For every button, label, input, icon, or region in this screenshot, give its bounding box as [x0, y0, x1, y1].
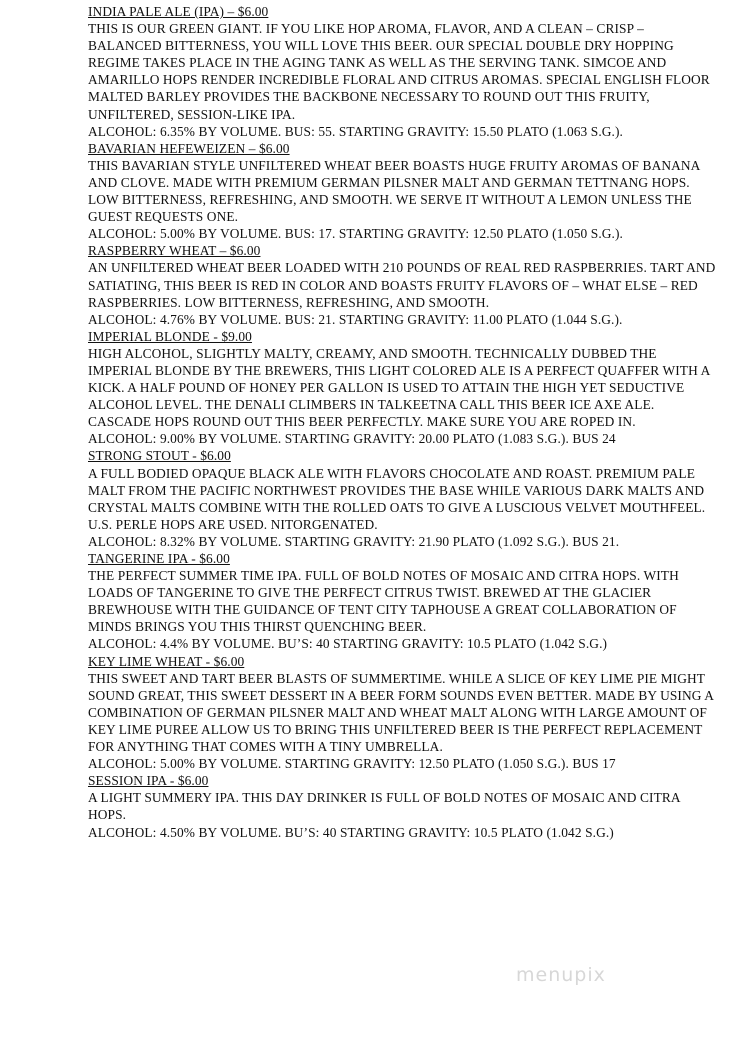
menu-item-description: THIS IS OUR GREEN GIANT. IF YOU LIKE HOP AROMA, FLAVOR, AND A CLEAN – CRISP – BALANCED BITTERNESS, YOU WILL LOVE THIS BEER. OUR SPECIAL DOUBLE DRY HOPPING REGIME TAKES PLACE IN THE AGING TANK AS WELL AS THE SERVING TANK. SIMCOE AND AMARILLO HOPS RENDER INCREDIBLE FLORAL AND CITRUS AROMAS. SPECIAL ENGLISH FLOOR MALTED BARLEY PROVIDES THE BACKBONE NECESSARY TO ROUND OUT THIS FRUITY, UNFILTERED, SESSION-LIKE IPA. [88, 21, 710, 122]
menu-item-title: BAVARIAN HEFEWEIZEN – $6.00 [88, 140, 290, 156]
menu-item-title: INDIA PALE ALE (IPA) – $6.00 [88, 4, 269, 19]
menu-item-title: RASPBERRY WHEAT – $6.00 [88, 243, 261, 259]
menu-item-title: STRONG STOUT - $6.00 [88, 448, 231, 464]
menu-item-tangerine-ipa [88, 550, 718, 653]
menu-item-stats: ALCOHOL: 4.4% BY VOLUME. BU’S: 40 STARTING GRAVITY: 10.5 PLATO (1.042 S.G.) [88, 636, 608, 652]
menu-item-stats: ALCOHOL: 5.00% BY VOLUME. STARTING GRAVITY: 12.50 PLATO (1.050 S.G.). BUS 17 [88, 756, 616, 772]
menu-item-stats: ALCOHOL: 6.35% BY VOLUME. BUS: 55. STARTING GRAVITY: 15.50 PLATO (1.063 S.G.). [88, 123, 623, 139]
menu-item-description: A FULL BODIED OPAQUE BLACK ALE WITH FLAVORS CHOCOLATE AND ROAST. PREMIUM PALE MALT FROM THE PACIFIC NORTHWEST PROVIDES THE BASE WHILE VARIOUS DARK MALTS AND CRYSTAL MALTS COMBINE WITH THE ROLLED OATS TO GIVE A LUSCIOUS VELVET MOUTHFEEL. U.S. PERLE HOPS ARE USED. NITORGENATED. [88, 465, 706, 532]
menu-item-bavarian-hefeweizen [88, 140, 718, 243]
menu-item-description: THIS SWEET AND TART BEER BLASTS OF SUMMERTIME. WHILE A SLICE OF KEY LIME PIE MIGHT SOUND GREAT, THIS SWEET DESSERT IN A BEER FORM SOUNDS EVEN BETTER. MADE BY USING A COMBINATION OF GERMAN PILSNER MALT AND WHEAT MALT ALONG WITH LARGE AMOUNT OF KEY LIME PUREE ALLOW US TO BRING THIS UNFILTERED BEER IS THE PERFECT REPLACEMENT FOR ANYTHING THAT COMES WITH A TINY UMBRELLA. [88, 670, 714, 755]
menu-item-description: AN UNFILTERED WHEAT BEER LOADED WITH 210 POUNDS OF REAL RED RASPBERRIES. TART AND SATIATING, THIS BEER IS RED IN COLOR AND BOASTS FRUITY FLAVORS OF – WHAT ELSE – RED RASPBERRIES. LOW BITTERNESS, REFRESHING, AND SMOOTH. [88, 260, 716, 310]
menu-item-description: HIGH ALCOHOL, SLIGHTLY MALTY, CREAMY, AND SMOOTH. TECHNICALLY DUBBED THE IMPERIAL BLONDE BY THE BREWERS, THIS LIGHT COLORED ALE IS A PERFECT QUAFFER WITH A KICK. A HALF POUND OF HONEY PER GALLON IS USED TO ATTAIN THE HIGH YET SEDUCTIVE ALCOHOL LEVEL. THE DENALI CLIMBERS IN TALKEETNA CALL THIS BEER ICE AXE ALE. CASCADE HOPS ROUND OUT THIS BEER PERFECTLY. MAKE SURE YOU ARE ROPED IN. [88, 345, 710, 430]
menu-item-title: KEY LIME WHEAT - $6.00 [88, 653, 245, 669]
menu-item-stats: ALCOHOL: 5.00% BY VOLUME. BUS: 17. STARTING GRAVITY: 12.50 PLATO (1.050 S.G.). [88, 226, 623, 242]
menu-item-stats: ALCOHOL: 4.76% BY VOLUME. BUS: 21. STARTING GRAVITY: 11.00 PLATO (1.044 S.G.). [88, 311, 623, 327]
menu-item-title: TANGERINE IPA - $6.00 [88, 551, 230, 566]
menu-item-description: THE PERFECT SUMMER TIME IPA. FULL OF BOLD NOTES OF MOSAIC AND CITRA HOPS. WITH LOADS OF TANGERINE TO GIVE THE PERFECT CITRUS TWIST. BREWED AT THE GLACIER BREWHOUSE WITH THE GUIDANCE OF TENT CITY TAPHOUSE A GREAT COLLABORATION OF MINDS BRINGS YOU THIS THIRST QUENCHING BEER. [88, 568, 679, 635]
menu-item-stats: ALCOHOL: 4.50% BY VOLUME. BU’S: 40 STARTING GRAVITY: 10.5 PLATO (1.042 S.G.) [88, 824, 614, 840]
menu-item-title: IMPERIAL BLONDE - $9.00 [88, 328, 252, 344]
menupix-watermark: menupix [516, 964, 606, 986]
menu-item-description: A LIGHT SUMMERY IPA. THIS DAY DRINKER IS FULL OF BOLD NOTES OF MOSAIC AND CITRA HOPS. [88, 790, 680, 823]
menu-page [88, 3, 718, 841]
menu-item-key-lime-wheat [88, 653, 718, 773]
menu-item-imperial-blonde [88, 328, 718, 448]
menu-item-stats: ALCOHOL: 8.32% BY VOLUME. STARTING GRAVITY: 21.90 PLATO (1.092 S.G.). BUS 21. [88, 533, 620, 549]
menu-item-title: SESSION IPA - $6.00 [88, 773, 209, 789]
menu-item-session-ipa [88, 772, 718, 840]
menu-item-raspberry-wheat [88, 242, 718, 327]
menu-item-stats: ALCOHOL: 9.00% BY VOLUME. STARTING GRAVITY: 20.00 PLATO (1.083 S.G.). BUS 24 [88, 431, 616, 447]
menu-item-india-pale-ale [88, 3, 718, 140]
menu-item-description: THIS BAVARIAN STYLE UNFILTERED WHEAT BEER BOASTS HUGE FRUITY AROMAS OF BANANA AND CLOVE. MADE WITH PREMIUM GERMAN PILSNER MALT AND GERMAN TETTNANG HOPS. LOW BITTERNESS, REFRESHING, AND SMOOTH. WE SERVE IT WITHOUT A LEMON UNLESS THE GUEST REQUESTS ONE. [88, 157, 700, 225]
menu-item-strong-stout [88, 447, 718, 550]
